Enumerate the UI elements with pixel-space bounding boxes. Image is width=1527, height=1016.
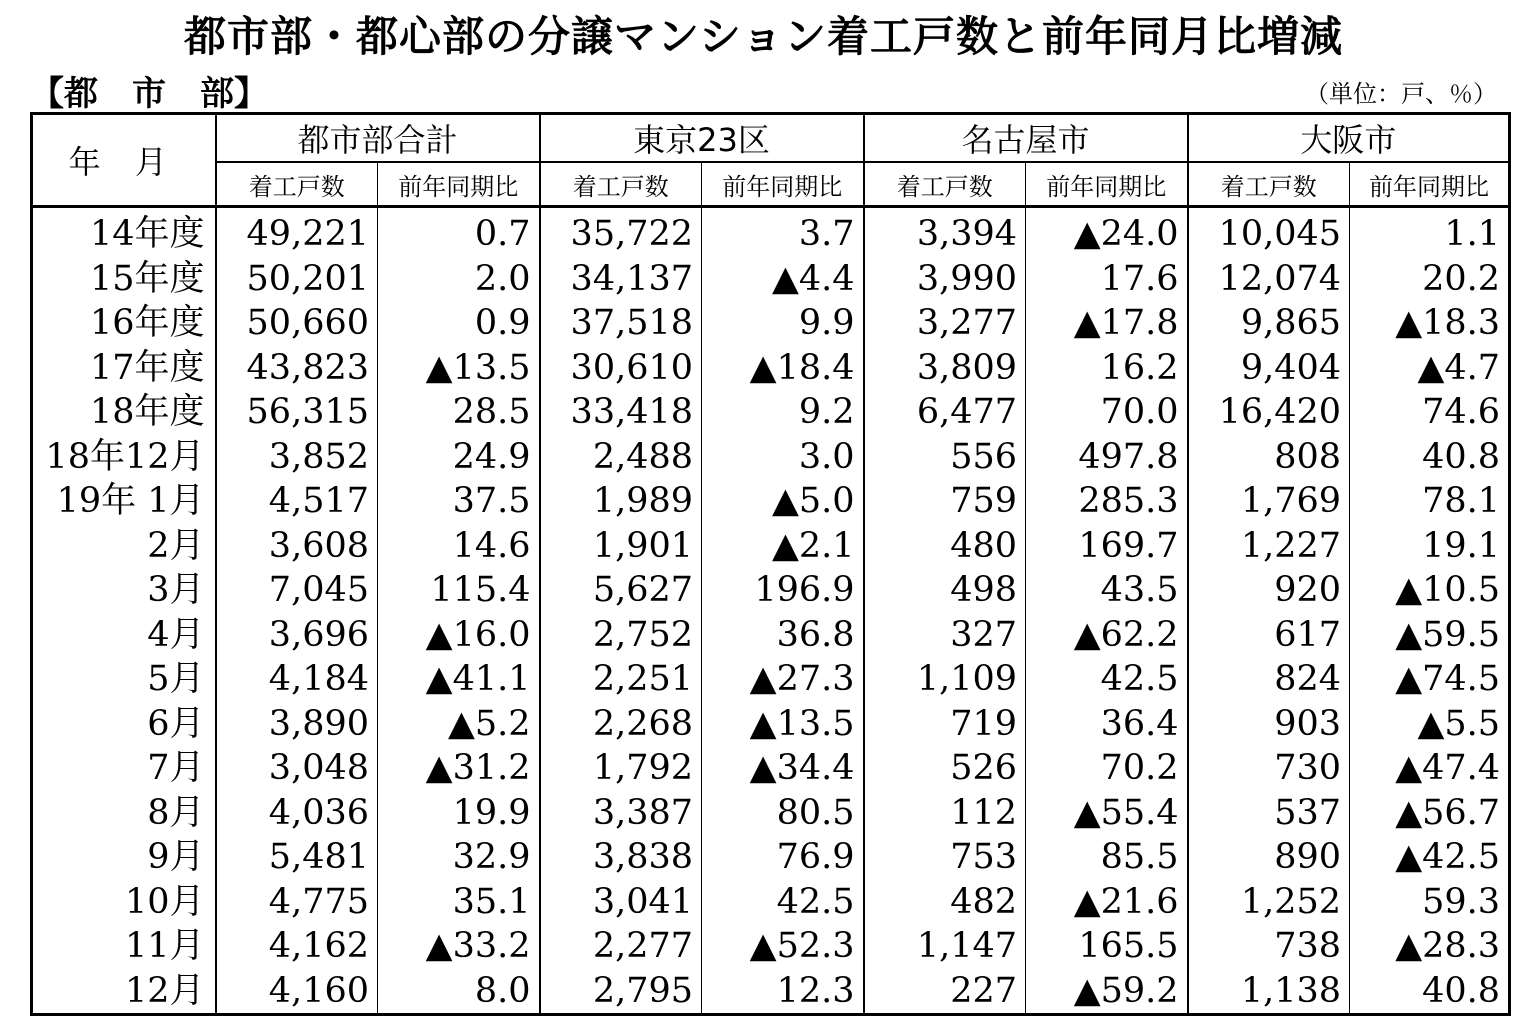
tokyo-yoy-cell: 3.0 bbox=[702, 435, 864, 480]
total-yoy-cell: ▲31.2 bbox=[378, 746, 540, 791]
nagoya-starts-cell: 526 bbox=[864, 746, 1026, 791]
osaka-starts-cell: 738 bbox=[1188, 924, 1350, 969]
group-header-nagoya: 名古屋市 bbox=[864, 114, 1188, 163]
nagoya-yoy-cell: ▲59.2 bbox=[1026, 969, 1188, 1015]
total-starts-cell: 5,481 bbox=[216, 835, 378, 880]
tokyo-yoy-cell: 12.3 bbox=[702, 969, 864, 1015]
sub-header-yoy: 前年同期比 bbox=[702, 162, 864, 207]
table-row bbox=[32, 207, 1510, 257]
total-starts-cell: 56,315 bbox=[216, 390, 378, 435]
table-body bbox=[32, 207, 1510, 1015]
total-yoy-cell: ▲5.2 bbox=[378, 702, 540, 747]
nagoya-starts-cell: 753 bbox=[864, 835, 1026, 880]
total-yoy-cell: ▲41.1 bbox=[378, 657, 540, 702]
total-starts-cell: 3,048 bbox=[216, 746, 378, 791]
period-label: 8月 bbox=[32, 791, 216, 836]
nagoya-starts-cell: 1,109 bbox=[864, 657, 1026, 702]
nagoya-yoy-cell: 169.7 bbox=[1026, 524, 1188, 569]
tokyo-starts-cell: 30,610 bbox=[540, 346, 702, 391]
period-label: 4月 bbox=[32, 613, 216, 658]
sub-header-yoy: 前年同期比 bbox=[1350, 162, 1510, 207]
total-yoy-cell: 14.6 bbox=[378, 524, 540, 569]
period-label: 10月 bbox=[32, 880, 216, 925]
osaka-yoy-cell: ▲10.5 bbox=[1350, 568, 1510, 613]
nagoya-starts-cell: 480 bbox=[864, 524, 1026, 569]
table-row bbox=[32, 702, 1510, 747]
osaka-yoy-cell: 40.8 bbox=[1350, 969, 1510, 1015]
total-yoy-cell: ▲13.5 bbox=[378, 346, 540, 391]
total-yoy-cell: 24.9 bbox=[378, 435, 540, 480]
table-row bbox=[32, 524, 1510, 569]
period-label: 16年度 bbox=[32, 301, 216, 346]
tokyo-yoy-cell: ▲4.4 bbox=[702, 257, 864, 302]
osaka-yoy-cell: ▲56.7 bbox=[1350, 791, 1510, 836]
tokyo-starts-cell: 3,041 bbox=[540, 880, 702, 925]
osaka-starts-cell: 903 bbox=[1188, 702, 1350, 747]
osaka-starts-cell: 808 bbox=[1188, 435, 1350, 480]
osaka-starts-cell: 824 bbox=[1188, 657, 1350, 702]
osaka-yoy-cell: 20.2 bbox=[1350, 257, 1510, 302]
table-row bbox=[32, 835, 1510, 880]
nagoya-yoy-cell: ▲17.8 bbox=[1026, 301, 1188, 346]
housing-starts-table bbox=[30, 112, 1511, 1016]
period-label: 5月 bbox=[32, 657, 216, 702]
nagoya-starts-cell: 227 bbox=[864, 969, 1026, 1015]
nagoya-starts-cell: 482 bbox=[864, 880, 1026, 925]
nagoya-yoy-cell: ▲62.2 bbox=[1026, 613, 1188, 658]
total-starts-cell: 4,162 bbox=[216, 924, 378, 969]
tokyo-yoy-cell: 196.9 bbox=[702, 568, 864, 613]
period-label: 9月 bbox=[32, 835, 216, 880]
total-yoy-cell: 0.9 bbox=[378, 301, 540, 346]
table-row bbox=[32, 301, 1510, 346]
table-row bbox=[32, 346, 1510, 391]
total-yoy-cell: 2.0 bbox=[378, 257, 540, 302]
table-row bbox=[32, 880, 1510, 925]
nagoya-yoy-cell: 36.4 bbox=[1026, 702, 1188, 747]
osaka-yoy-cell: 1.1 bbox=[1350, 207, 1510, 257]
nagoya-yoy-cell: 70.2 bbox=[1026, 746, 1188, 791]
total-yoy-cell: 37.5 bbox=[378, 479, 540, 524]
tokyo-starts-cell: 34,137 bbox=[540, 257, 702, 302]
tokyo-yoy-cell: ▲13.5 bbox=[702, 702, 864, 747]
table-row bbox=[32, 479, 1510, 524]
nagoya-yoy-cell: 43.5 bbox=[1026, 568, 1188, 613]
total-yoy-cell: 32.9 bbox=[378, 835, 540, 880]
nagoya-starts-cell: 3,990 bbox=[864, 257, 1026, 302]
total-starts-cell: 7,045 bbox=[216, 568, 378, 613]
period-label: 3月 bbox=[32, 568, 216, 613]
tokyo-yoy-cell: ▲5.0 bbox=[702, 479, 864, 524]
tokyo-starts-cell: 1,989 bbox=[540, 479, 702, 524]
osaka-yoy-cell: ▲18.3 bbox=[1350, 301, 1510, 346]
osaka-yoy-cell: ▲4.7 bbox=[1350, 346, 1510, 391]
group-header-osaka: 大阪市 bbox=[1188, 114, 1510, 163]
osaka-yoy-cell: 74.6 bbox=[1350, 390, 1510, 435]
nagoya-yoy-cell: 16.2 bbox=[1026, 346, 1188, 391]
period-label: 17年度 bbox=[32, 346, 216, 391]
nagoya-yoy-cell: ▲24.0 bbox=[1026, 207, 1188, 257]
tokyo-starts-cell: 1,901 bbox=[540, 524, 702, 569]
table-row bbox=[32, 969, 1510, 1015]
period-label: 18年度 bbox=[32, 390, 216, 435]
tokyo-starts-cell: 2,277 bbox=[540, 924, 702, 969]
osaka-starts-cell: 1,227 bbox=[1188, 524, 1350, 569]
total-starts-cell: 49,221 bbox=[216, 207, 378, 257]
tokyo-starts-cell: 35,722 bbox=[540, 207, 702, 257]
nagoya-starts-cell: 3,277 bbox=[864, 301, 1026, 346]
period-label: 7月 bbox=[32, 746, 216, 791]
total-starts-cell: 4,160 bbox=[216, 969, 378, 1015]
nagoya-yoy-cell: 285.3 bbox=[1026, 479, 1188, 524]
total-yoy-cell: 115.4 bbox=[378, 568, 540, 613]
tokyo-yoy-cell: 80.5 bbox=[702, 791, 864, 836]
nagoya-starts-cell: 1,147 bbox=[864, 924, 1026, 969]
total-starts-cell: 43,823 bbox=[216, 346, 378, 391]
tokyo-starts-cell: 2,251 bbox=[540, 657, 702, 702]
sub-header-starts: 着工戸数 bbox=[864, 162, 1026, 207]
tokyo-starts-cell: 33,418 bbox=[540, 390, 702, 435]
osaka-yoy-cell: ▲47.4 bbox=[1350, 746, 1510, 791]
total-yoy-cell: 35.1 bbox=[378, 880, 540, 925]
osaka-yoy-cell: ▲42.5 bbox=[1350, 835, 1510, 880]
period-label: 12月 bbox=[32, 969, 216, 1015]
osaka-yoy-cell: 40.8 bbox=[1350, 435, 1510, 480]
osaka-starts-cell: 16,420 bbox=[1188, 390, 1350, 435]
table-row bbox=[32, 390, 1510, 435]
year-month-header: 年 月 bbox=[32, 114, 216, 207]
total-starts-cell: 3,852 bbox=[216, 435, 378, 480]
table-row bbox=[32, 746, 1510, 791]
tokyo-starts-cell: 1,792 bbox=[540, 746, 702, 791]
nagoya-yoy-cell: 497.8 bbox=[1026, 435, 1188, 480]
osaka-yoy-cell: 78.1 bbox=[1350, 479, 1510, 524]
table-row bbox=[32, 657, 1510, 702]
tokyo-yoy-cell: 9.9 bbox=[702, 301, 864, 346]
total-yoy-cell: ▲33.2 bbox=[378, 924, 540, 969]
osaka-yoy-cell: 19.1 bbox=[1350, 524, 1510, 569]
osaka-starts-cell: 12,074 bbox=[1188, 257, 1350, 302]
sub-header-starts: 着工戸数 bbox=[216, 162, 378, 207]
period-label: 15年度 bbox=[32, 257, 216, 302]
total-starts-cell: 4,775 bbox=[216, 880, 378, 925]
tokyo-yoy-cell: ▲18.4 bbox=[702, 346, 864, 391]
sub-header-starts: 着工戸数 bbox=[1188, 162, 1350, 207]
osaka-starts-cell: 730 bbox=[1188, 746, 1350, 791]
table-row bbox=[32, 257, 1510, 302]
sub-header-starts: 着工戸数 bbox=[540, 162, 702, 207]
table-row bbox=[32, 791, 1510, 836]
nagoya-starts-cell: 112 bbox=[864, 791, 1026, 836]
tokyo-yoy-cell: ▲2.1 bbox=[702, 524, 864, 569]
osaka-starts-cell: 1,138 bbox=[1188, 969, 1350, 1015]
tokyo-yoy-cell: ▲27.3 bbox=[702, 657, 864, 702]
tokyo-starts-cell: 3,387 bbox=[540, 791, 702, 836]
nagoya-yoy-cell: ▲21.6 bbox=[1026, 880, 1188, 925]
unit-label: （単位：戸、％） bbox=[1305, 80, 1497, 108]
tokyo-yoy-cell: 42.5 bbox=[702, 880, 864, 925]
table-row bbox=[32, 568, 1510, 613]
period-label: 6月 bbox=[32, 702, 216, 747]
tokyo-yoy-cell: 3.7 bbox=[702, 207, 864, 257]
tokyo-starts-cell: 5,627 bbox=[540, 568, 702, 613]
total-starts-cell: 3,696 bbox=[216, 613, 378, 658]
total-starts-cell: 3,890 bbox=[216, 702, 378, 747]
page-title: 都市部・都心部の分譲マンション着工戸数と前年同月比増減 bbox=[183, 12, 1344, 61]
total-starts-cell: 4,184 bbox=[216, 657, 378, 702]
period-label: 18年12月 bbox=[32, 435, 216, 480]
total-yoy-cell: 8.0 bbox=[378, 969, 540, 1015]
nagoya-starts-cell: 556 bbox=[864, 435, 1026, 480]
tokyo-yoy-cell: ▲34.4 bbox=[702, 746, 864, 791]
osaka-starts-cell: 10,045 bbox=[1188, 207, 1350, 257]
tokyo-starts-cell: 2,795 bbox=[540, 969, 702, 1015]
group-header-total: 都市部合計 bbox=[216, 114, 540, 163]
total-yoy-cell: 28.5 bbox=[378, 390, 540, 435]
tokyo-starts-cell: 2,488 bbox=[540, 435, 702, 480]
nagoya-yoy-cell: ▲55.4 bbox=[1026, 791, 1188, 836]
total-starts-cell: 50,660 bbox=[216, 301, 378, 346]
tokyo-starts-cell: 2,268 bbox=[540, 702, 702, 747]
nagoya-starts-cell: 3,394 bbox=[864, 207, 1026, 257]
tokyo-yoy-cell: ▲52.3 bbox=[702, 924, 864, 969]
nagoya-starts-cell: 759 bbox=[864, 479, 1026, 524]
osaka-starts-cell: 537 bbox=[1188, 791, 1350, 836]
nagoya-yoy-cell: 85.5 bbox=[1026, 835, 1188, 880]
table-row bbox=[32, 613, 1510, 658]
nagoya-yoy-cell: 42.5 bbox=[1026, 657, 1188, 702]
nagoya-yoy-cell: 70.0 bbox=[1026, 390, 1188, 435]
osaka-yoy-cell: ▲59.5 bbox=[1350, 613, 1510, 658]
nagoya-starts-cell: 3,809 bbox=[864, 346, 1026, 391]
nagoya-yoy-cell: 165.5 bbox=[1026, 924, 1188, 969]
tokyo-starts-cell: 2,752 bbox=[540, 613, 702, 658]
osaka-yoy-cell: 59.3 bbox=[1350, 880, 1510, 925]
nagoya-yoy-cell: 17.6 bbox=[1026, 257, 1188, 302]
tokyo-yoy-cell: 9.2 bbox=[702, 390, 864, 435]
period-label: 11月 bbox=[32, 924, 216, 969]
osaka-starts-cell: 9,404 bbox=[1188, 346, 1350, 391]
total-starts-cell: 3,608 bbox=[216, 524, 378, 569]
nagoya-starts-cell: 6,477 bbox=[864, 390, 1026, 435]
sub-header-yoy: 前年同期比 bbox=[1026, 162, 1188, 207]
period-label: 2月 bbox=[32, 524, 216, 569]
nagoya-starts-cell: 719 bbox=[864, 702, 1026, 747]
nagoya-starts-cell: 498 bbox=[864, 568, 1026, 613]
total-starts-cell: 4,036 bbox=[216, 791, 378, 836]
tokyo-yoy-cell: 36.8 bbox=[702, 613, 864, 658]
table-row bbox=[32, 924, 1510, 969]
osaka-starts-cell: 890 bbox=[1188, 835, 1350, 880]
group-header-tokyo: 東京23区 bbox=[540, 114, 864, 163]
sub-header-yoy: 前年同期比 bbox=[378, 162, 540, 207]
total-starts-cell: 50,201 bbox=[216, 257, 378, 302]
osaka-yoy-cell: ▲28.3 bbox=[1350, 924, 1510, 969]
tokyo-starts-cell: 37,518 bbox=[540, 301, 702, 346]
total-yoy-cell: 0.7 bbox=[378, 207, 540, 257]
table-row bbox=[32, 435, 1510, 480]
osaka-starts-cell: 617 bbox=[1188, 613, 1350, 658]
total-starts-cell: 4,517 bbox=[216, 479, 378, 524]
osaka-starts-cell: 920 bbox=[1188, 568, 1350, 613]
tokyo-starts-cell: 3,838 bbox=[540, 835, 702, 880]
period-label: 14年度 bbox=[32, 207, 216, 257]
nagoya-starts-cell: 327 bbox=[864, 613, 1026, 658]
osaka-yoy-cell: ▲74.5 bbox=[1350, 657, 1510, 702]
osaka-starts-cell: 1,769 bbox=[1188, 479, 1350, 524]
osaka-starts-cell: 9,865 bbox=[1188, 301, 1350, 346]
osaka-starts-cell: 1,252 bbox=[1188, 880, 1350, 925]
period-label: 19年 1月 bbox=[32, 479, 216, 524]
tokyo-yoy-cell: 76.9 bbox=[702, 835, 864, 880]
osaka-yoy-cell: ▲5.5 bbox=[1350, 702, 1510, 747]
total-yoy-cell: 19.9 bbox=[378, 791, 540, 836]
total-yoy-cell: ▲16.0 bbox=[378, 613, 540, 658]
section-label: 【都 市 部】 bbox=[30, 74, 268, 114]
